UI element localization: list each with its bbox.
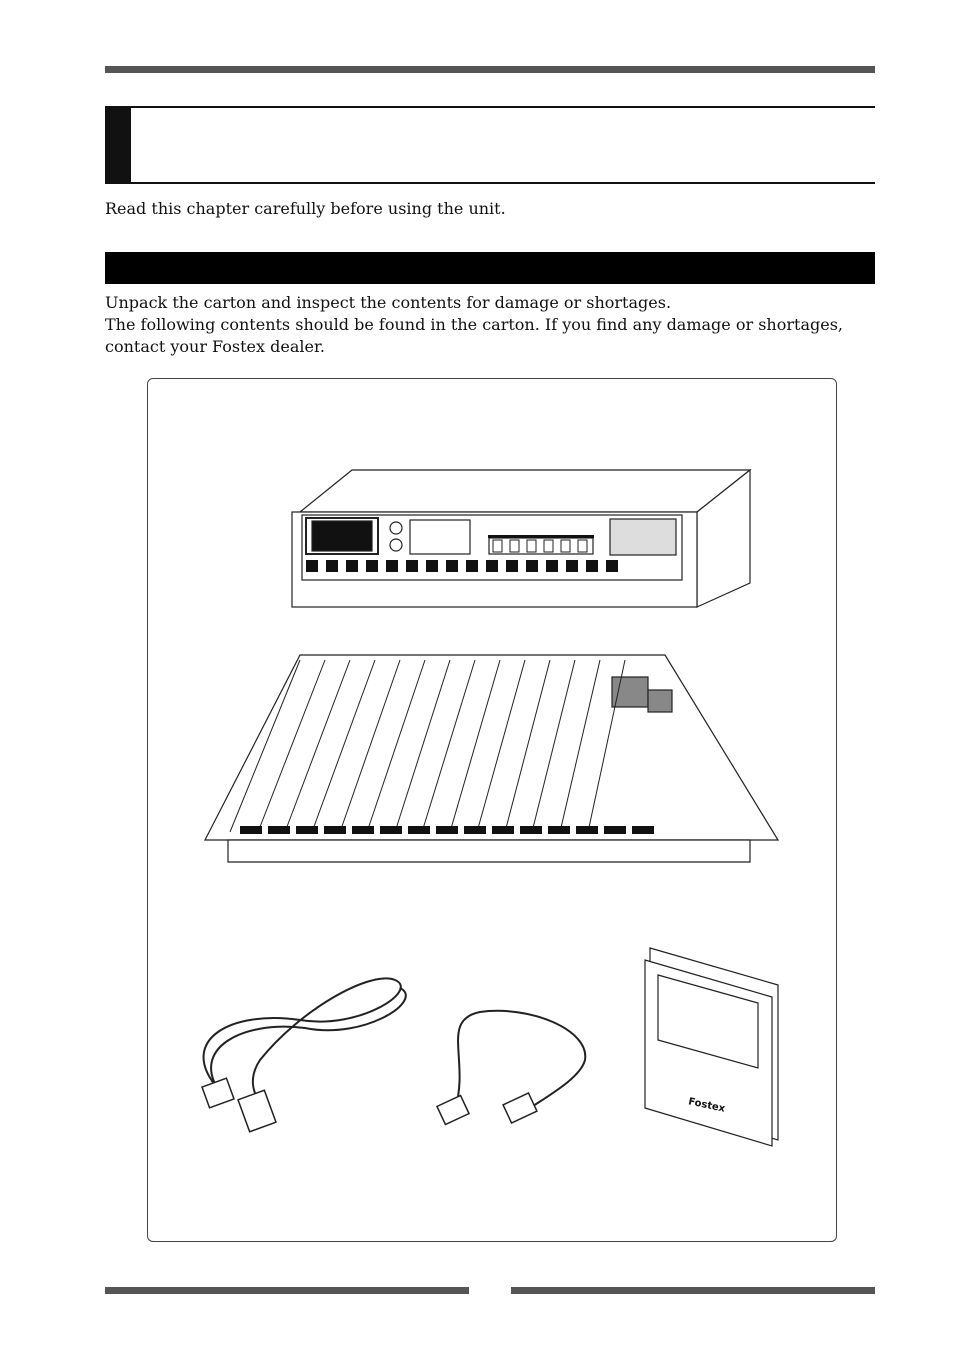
paragraph-3: contact your Fostex dealer. xyxy=(105,337,325,356)
footer-rule-left xyxy=(105,1287,469,1294)
paragraph-1: Unpack the carton and inspect the contents for damage or shortages. xyxy=(105,293,672,312)
paragraph-2: The following contents should be found in the carton. If you find any damage or shortages, xyxy=(105,315,843,334)
intro-text: Read this chapter carefully before using the unit. xyxy=(105,199,506,218)
manual-brand-label: Fostex xyxy=(687,1096,727,1115)
footer-rule-right xyxy=(511,1287,875,1294)
